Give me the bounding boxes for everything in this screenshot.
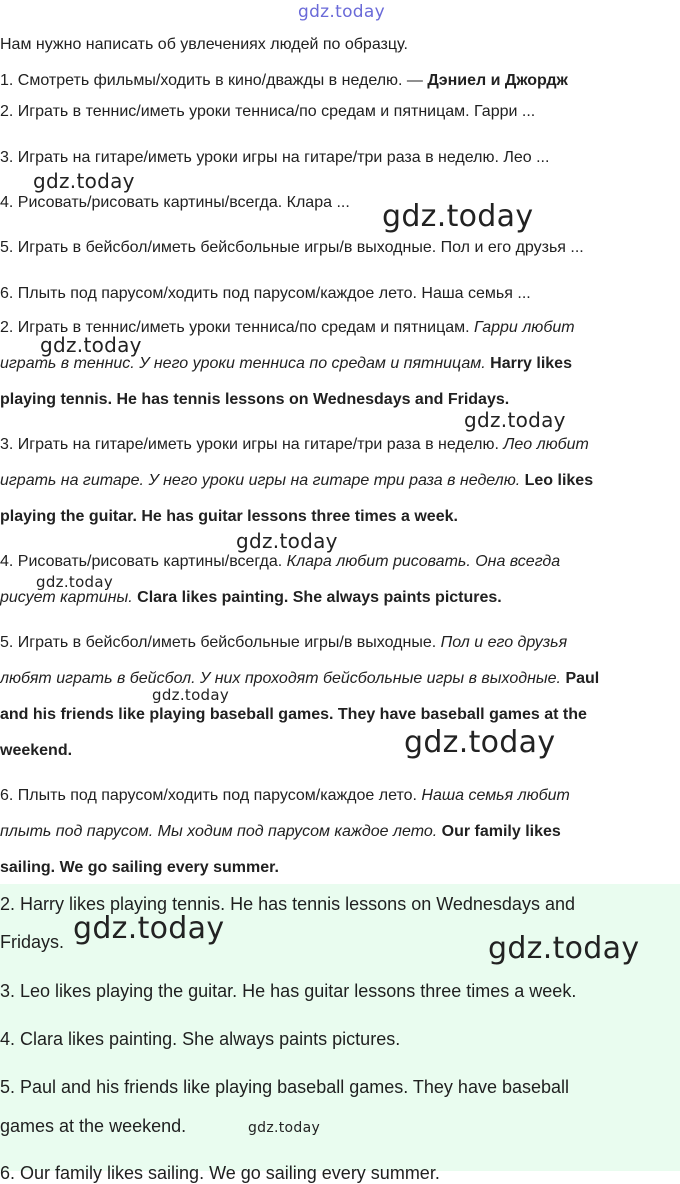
watermark-top: gdz.today [298,2,385,22]
solution-3-translation: Лео любит [503,436,589,453]
watermark: gdz.today [36,573,114,591]
answer-4: 4. Clara likes painting. She always paints pictures. [0,1029,401,1049]
answer-5-line-2: games at the weekend. [0,1116,187,1136]
solution-2-english: Harry likes [490,355,572,372]
watermark: gdz.today [382,199,534,234]
answer-3: 3. Leo likes playing the guitar. He has guitar lessons three times a week. [0,981,577,1001]
task-1-answer: Дэниел и Джордж [427,72,568,89]
watermark: gdz.today [488,931,640,966]
solution-5-line-1 [0,633,567,653]
solution-3-line-1 [0,435,589,455]
solution-6-english: Our family likes [441,823,561,840]
solution-5-translation: Пол и его друзья [440,634,568,651]
watermark: gdz.today [33,169,135,193]
task-4: 4. Рисовать/рисовать картины/всегда. Клара ... [0,194,350,211]
solution-6-line-3: sailing. We go sailing every summer. [0,859,279,876]
solution-2-line-3: playing tennis. He has tennis lessons on Wednesdays and Fridays. [0,391,510,408]
solution-5-line-2 [0,669,599,689]
solution-5-line-4: weekend. [0,742,73,759]
solution-3-translation-cont: играть на гитаре. У него уроки игры на гитаре три раза в неделю. [0,472,525,489]
solution-3-english: Leo likes [524,472,594,489]
solution-4-line-2 [0,588,502,608]
solution-4-task: 4. Рисовать/рисовать картины/всегда. [0,553,287,570]
solution-2-line-1 [0,318,575,338]
watermark: gdz.today [40,333,142,357]
answer-2-line-1: 2. Harry likes playing tennis. He has tennis lessons on Wednesdays and [0,894,575,914]
solution-6-translation-cont: плыть под парусом. Мы ходим под парусом каждое лето. [0,823,442,840]
solution-6-line-1 [0,786,570,806]
solution-6-translation: Наша семья любит [421,787,570,804]
intro-text: Нам нужно написать об увлечениях людей по образцу. [0,36,408,53]
solution-3-task: 3. Играть на гитаре/иметь уроки игры на гитаре/три раза в неделю. [0,436,504,453]
task-1 [0,71,568,91]
watermark: gdz.today [236,529,338,553]
watermark: gdz.today [73,911,225,946]
answer-6: 6. Our family likes sailing. We go sailing every summer. [0,1163,440,1183]
solution-3-line-3: playing the guitar. He has guitar lessons three times a week. [0,508,458,525]
task-3: 3. Играть на гитаре/иметь уроки игры на гитаре/три раза в неделю. Лео ... [0,149,550,166]
watermark: gdz.today [404,725,556,760]
solution-5-translation-cont: любят играть в бейсбол. У них проходят бейсбольные игры в выходные. [0,670,566,687]
solution-6-line-2 [0,822,561,842]
solution-2-task: 2. Играть в теннис/иметь уроки тенниса/по средам и пятницам. [0,319,475,336]
watermark: gdz.today [464,408,566,432]
solution-5-english: Paul [565,670,600,687]
solution-2-line-2 [0,354,572,374]
task-5: 5. Играть в бейсбол/иметь бейсбольные игры/в выходные. Пол и его друзья ... [0,239,584,256]
solution-4-line-1 [0,552,560,572]
answer-5-line-1: 5. Paul and his friends like playing baseball games. They have baseball [0,1077,570,1097]
watermark: gdz.today [152,686,230,704]
task-1-text: 1. Смотреть фильмы/ходить в кино/дважды в неделю. — [0,72,428,89]
solution-5-line-3: and his friends like playing baseball games. They have baseball games at the [0,706,587,723]
solution-4-translation: Клара любит рисовать. Она всегда [286,553,561,570]
answer-2-line-2: Fridays. [0,932,65,952]
solution-2-translation-cont: играть в теннис. У него уроки тенниса по средам и пятницам. [0,355,491,372]
watermark: gdz.today [248,1120,321,1136]
solution-2-translation: Гарри любит [474,319,575,336]
solution-4-translation-cont: рисует картины. [0,589,138,606]
solution-3-line-2 [0,471,593,491]
task-6: 6. Плыть под парусом/ходить под парусом/каждое лето. Наша семья ... [0,285,531,302]
solution-5-task: 5. Играть в бейсбол/иметь бейсбольные игры/в выходные. [0,634,441,651]
solution-4-english: Clara likes painting. She always paints pictures. [137,589,502,606]
task-2: 2. Играть в теннис/иметь уроки тенниса/по средам и пятницам. Гарри ... [0,103,536,120]
solution-6-task: 6. Плыть под парусом/ходить под парусом/каждое лето. [0,787,422,804]
